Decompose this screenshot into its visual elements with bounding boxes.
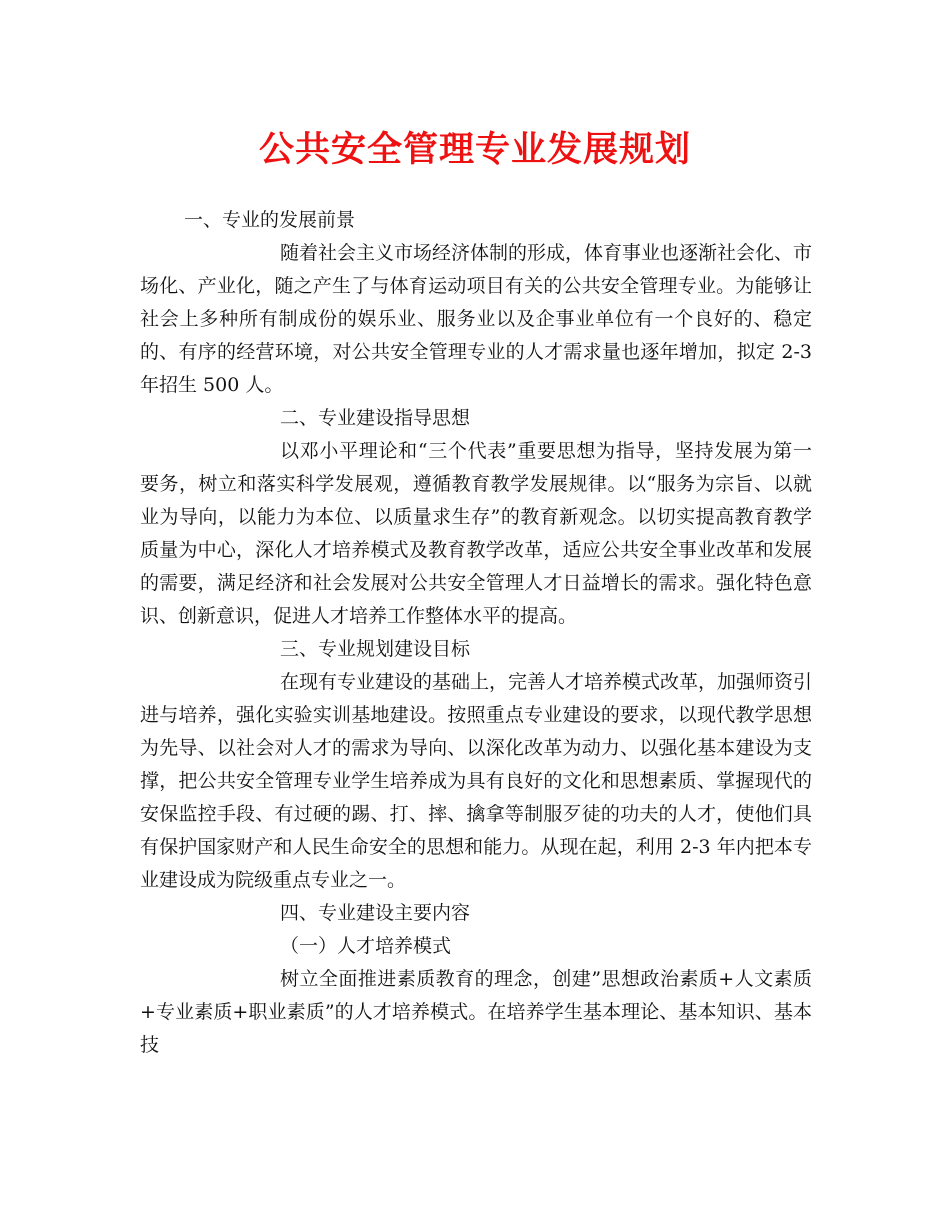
section-heading-2: 二、专业建设指导思想	[280, 407, 471, 429]
document-body	[140, 204, 812, 1062]
section-paragraph-1: 随着社会主义市场经济体制的形成，体育事业也逐渐社会化、市场化、产业化，随之产生了与体育运动项目有关的公共安全管理专业。为能够让社会上多种所有制成份的娱乐业、服务业以及企事业单位有一个良好的、稳定的、有序的经营环境，对公共安全管理专业的人才需求量也逐年增加，拟定 2-3 年招生 500 人。	[140, 242, 813, 396]
document-title: 公共安全管理专业发展规划	[258, 129, 691, 170]
section-paragraph-3: 在现有专业建设的基础上，完善人才培养模式改革，加强师资引进与培养，强化实验实训基地建设。按照重点专业建设的要求，以现代教学思想为先导、以社会对人才的需求为导向、以深化改革为动力、以强化基本建设为支撑，把公共安全管理专业学生培养成为具有良好的文化和思想素质、掌握现代的安保监控手段、有过硬的踢、打、摔、擒拿等制服歹徒的功夫的人才，使他们具有保护国家财产和人民生命安全的思想和能力。从现在起，利用 2-3 年内把本专业建设成为院级重点专业之一。	[140, 671, 813, 891]
section-paragraph-4: 树立全面推进素质教育的理念，创建”思想政治素质+人文素质+专业素质+职业素质”的人才培养模式。在培养学生基本理论、基本知识、基本技	[140, 968, 812, 1056]
section-heading-4: 四、专业建设主要内容	[280, 902, 471, 924]
section-heading-1: 一、专业的发展前景	[184, 209, 356, 231]
section-heading-3: 三、专业规划建设目标	[280, 638, 471, 660]
section-subheading-4-1: （一）人才培养模式	[280, 935, 452, 957]
section-paragraph-2: 以邓小平理论和“三个代表”重要思想为指导，坚持发展为第一要务，树立和落实科学发展观，遵循教育教学发展规律。以“服务为宗旨、以就业为导向，以能力为本位、以质量求生存”的教育新观念。以切实提高教育教学质量为中心，深化人才培养模式及教育教学改革，适应公共安全事业改革和发展的需要，满足经济和社会发展对公共安全管理人才日益增长的需求。强化特色意识、创新意识，促进人才培养工作整体水平的提高。	[140, 440, 812, 627]
